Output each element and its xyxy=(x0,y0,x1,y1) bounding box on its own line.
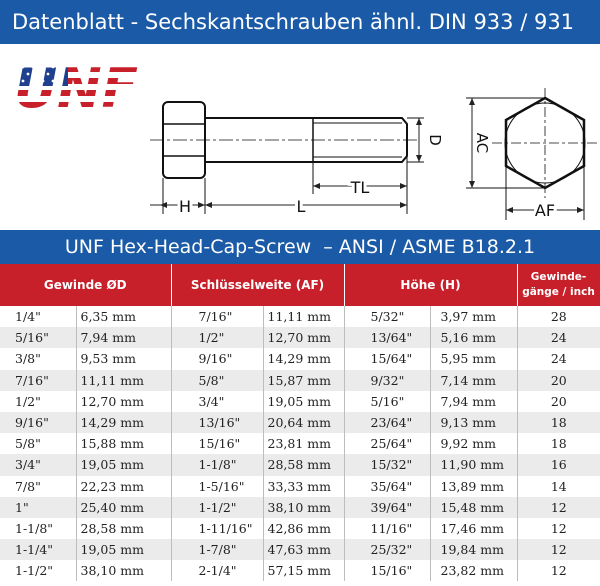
table-row xyxy=(0,497,600,518)
cell-af-inch: 13/16" xyxy=(171,412,263,433)
table-row xyxy=(0,327,600,348)
cell-thread-inch: 3/8" xyxy=(0,348,76,369)
hex-end-view xyxy=(466,88,598,220)
cell-height-mm: 3,97 mm xyxy=(430,306,517,327)
table-row xyxy=(0,518,600,539)
cell-height-inch: 25/32" xyxy=(344,539,430,560)
table-row xyxy=(0,454,600,475)
dim-label-l: L xyxy=(296,197,306,216)
table-header-row xyxy=(0,264,600,306)
cell-height-mm: 9,92 mm xyxy=(430,433,517,454)
cell-af-mm: 11,11 mm xyxy=(263,306,344,327)
dim-label-h: H xyxy=(178,197,192,216)
cell-thread-inch: 5/8" xyxy=(0,433,76,454)
cell-thread-mm: 9,53 mm xyxy=(76,348,171,369)
cell-height-mm: 5,95 mm xyxy=(430,348,517,369)
cell-threads-per-inch: 14 xyxy=(517,476,600,497)
cell-thread-inch: 5/16" xyxy=(0,327,76,348)
cell-threads-per-inch: 24 xyxy=(517,327,600,348)
cell-thread-mm: 14,29 mm xyxy=(76,412,171,433)
cell-height-mm: 13,89 mm xyxy=(430,476,517,497)
cell-af-mm: 23,81 mm xyxy=(263,433,344,454)
table-title: UNF Hex-Head-Cap-Screw – ANSI / ASME B18.2.1 xyxy=(0,230,600,264)
cell-threads-per-inch: 12 xyxy=(517,497,600,518)
cell-af-inch: 9/16" xyxy=(171,348,263,369)
cell-thread-mm: 11,11 mm xyxy=(76,370,171,391)
bolt-side-view xyxy=(150,102,424,214)
cell-height-inch: 15/32" xyxy=(344,454,430,475)
table-row xyxy=(0,539,600,560)
cell-thread-inch: 9/16" xyxy=(0,412,76,433)
bolt-drawing-svg xyxy=(0,44,600,230)
cell-thread-mm: 12,70 mm xyxy=(76,391,171,412)
cell-height-mm: 7,94 mm xyxy=(430,391,517,412)
cell-threads-per-inch: 12 xyxy=(517,560,600,581)
cell-af-mm: 47,63 mm xyxy=(263,539,344,560)
cell-af-mm: 19,05 mm xyxy=(263,391,344,412)
cell-height-mm: 11,90 mm xyxy=(430,454,517,475)
cell-threads-per-inch: 18 xyxy=(517,412,600,433)
header-threads-line1: Gewinde- xyxy=(530,271,587,283)
cell-height-inch: 15/16" xyxy=(344,560,430,581)
cell-thread-mm: 19,05 mm xyxy=(76,454,171,475)
table-row xyxy=(0,391,600,412)
cell-height-mm: 7,14 mm xyxy=(430,370,517,391)
cell-height-inch: 25/64" xyxy=(344,433,430,454)
dim-label-d: D xyxy=(426,134,444,146)
table-row xyxy=(0,348,600,369)
cell-height-inch: 35/64" xyxy=(344,476,430,497)
dim-label-af: AF xyxy=(534,201,556,220)
technical-drawing-area xyxy=(0,44,600,230)
cell-thread-mm: 7,94 mm xyxy=(76,327,171,348)
table-row xyxy=(0,370,600,391)
cell-threads-per-inch: 12 xyxy=(517,539,600,560)
cell-thread-mm: 6,35 mm xyxy=(76,306,171,327)
cell-threads-per-inch: 12 xyxy=(517,518,600,539)
cell-af-inch: 3/4" xyxy=(171,391,263,412)
cell-thread-inch: 3/4" xyxy=(0,454,76,475)
header-threads-per-inch xyxy=(517,264,600,306)
cell-threads-per-inch: 16 xyxy=(517,454,600,475)
cell-af-inch: 1-7/8" xyxy=(171,539,263,560)
cell-thread-mm: 19,05 mm xyxy=(76,539,171,560)
hex-dimension-lines xyxy=(472,98,584,210)
cell-height-inch: 11/16" xyxy=(344,518,430,539)
cell-thread-mm: 25,40 mm xyxy=(76,497,171,518)
cell-height-mm: 17,46 mm xyxy=(430,518,517,539)
cell-af-inch: 1-1/2" xyxy=(171,497,263,518)
cell-af-inch: 2-1/4" xyxy=(171,560,263,581)
cell-threads-per-inch: 28 xyxy=(517,306,600,327)
cell-af-inch: 1-1/8" xyxy=(171,454,263,475)
table-row xyxy=(0,412,600,433)
cell-threads-per-inch: 20 xyxy=(517,391,600,412)
cell-height-inch: 23/64" xyxy=(344,412,430,433)
cell-thread-inch: 1/4" xyxy=(0,306,76,327)
cell-height-mm: 23,82 mm xyxy=(430,560,517,581)
cell-height-mm: 5,16 mm xyxy=(430,327,517,348)
cell-af-mm: 14,29 mm xyxy=(263,348,344,369)
cell-thread-inch: 7/8" xyxy=(0,476,76,497)
cell-thread-inch: 1-1/2" xyxy=(0,560,76,581)
cell-af-mm: 12,70 mm xyxy=(263,327,344,348)
cell-af-mm: 15,87 mm xyxy=(263,370,344,391)
cell-thread-mm: 38,10 mm xyxy=(76,560,171,581)
cell-af-inch: 1-5/16" xyxy=(171,476,263,497)
page-title: Datenblatt - Sechskantschrauben ähnl. DIN 933 / 931 xyxy=(0,0,600,44)
unf-flag-logo xyxy=(10,54,145,114)
cell-af-inch: 5/8" xyxy=(171,370,263,391)
cell-threads-per-inch: 20 xyxy=(517,370,600,391)
cell-height-inch: 9/32" xyxy=(344,370,430,391)
cell-height-inch: 15/64" xyxy=(344,348,430,369)
cell-height-mm: 15,48 mm xyxy=(430,497,517,518)
cell-af-mm: 38,10 mm xyxy=(263,497,344,518)
cell-af-inch: 15/16" xyxy=(171,433,263,454)
cell-height-inch: 13/64" xyxy=(344,327,430,348)
cell-thread-inch: 1-1/4" xyxy=(0,539,76,560)
table-row xyxy=(0,476,600,497)
cell-af-mm: 42,86 mm xyxy=(263,518,344,539)
cell-thread-inch: 1" xyxy=(0,497,76,518)
cell-thread-inch: 1/2" xyxy=(0,391,76,412)
cell-af-mm: 33,33 mm xyxy=(263,476,344,497)
cell-af-inch: 1/2" xyxy=(171,327,263,348)
table-row xyxy=(0,433,600,454)
header-thread-diameter: Gewinde ØD xyxy=(0,264,171,306)
cell-height-inch: 5/32" xyxy=(344,306,430,327)
header-threads-line2: gänge / inch xyxy=(522,286,595,298)
cell-thread-inch: 7/16" xyxy=(0,370,76,391)
cell-height-inch: 5/16" xyxy=(344,391,430,412)
cell-threads-per-inch: 18 xyxy=(517,433,600,454)
dim-label-ac: AC xyxy=(473,132,491,154)
spec-table-body xyxy=(0,306,600,581)
header-head-height: Höhe (H) xyxy=(344,264,517,306)
cell-thread-inch: 1-1/8" xyxy=(0,518,76,539)
cell-height-inch: 39/64" xyxy=(344,497,430,518)
table-row xyxy=(0,306,600,327)
spec-table xyxy=(0,264,600,581)
cell-thread-mm: 15,88 mm xyxy=(76,433,171,454)
cell-thread-mm: 28,58 mm xyxy=(76,518,171,539)
dim-label-tl: TL xyxy=(350,178,370,197)
cell-af-inch: 1-11/16" xyxy=(171,518,263,539)
cell-threads-per-inch: 24 xyxy=(517,348,600,369)
cell-af-mm: 28,58 mm xyxy=(263,454,344,475)
cell-thread-mm: 22,23 mm xyxy=(76,476,171,497)
header-wrench-size: Schlüsselweite (AF) xyxy=(171,264,344,306)
table-row xyxy=(0,560,600,581)
cell-af-mm: 20,64 mm xyxy=(263,412,344,433)
cell-height-mm: 19,84 mm xyxy=(430,539,517,560)
cell-af-inch: 7/16" xyxy=(171,306,263,327)
cell-height-mm: 9,13 mm xyxy=(430,412,517,433)
cell-af-mm: 57,15 mm xyxy=(263,560,344,581)
